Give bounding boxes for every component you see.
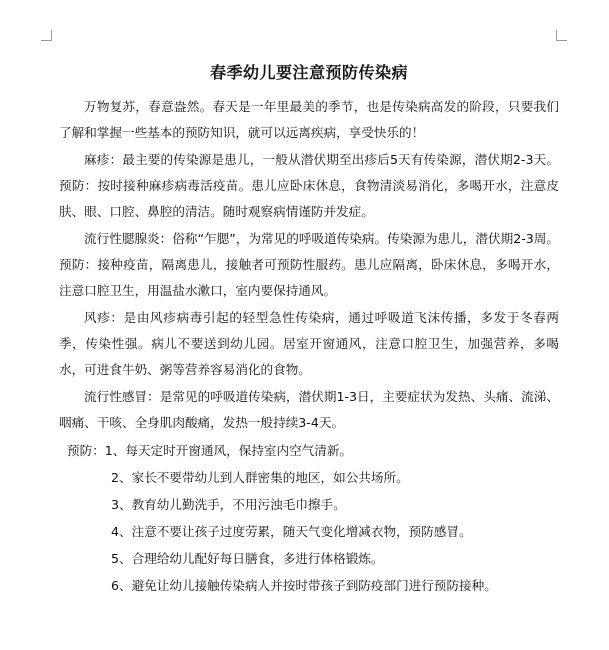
paragraph-intro: 万物复苏，春意盎然。春天是一年里最美的季节，也是传染病高发的阶段，只要我们了解和掌握一些基本的预防知识，就可以远离疾病，享受快乐的！ [59,99,559,140]
prevention-item: 1、每天定时开窗通风，保持室内空气清新。 [104,443,353,458]
paragraph-measles: 麻疹：最主要的传染源是患儿，一般从潜伏期至出疹后5天有传染源，潜伏期2-3天。预防：按时接种麻疹病毒活疫苗。患儿应卧床休息，食物清淡易消化，多喝开水，注意皮肤、眼、口腔、鼻腔的清洁。随时观察病情谨防并发症。 [59,152,559,219]
prevention-item: 6、避免让幼儿接触传染病人并按时带孩子到防疫部门进行预防接种。 [111,578,497,593]
document-body [59,60,559,599]
prevention-item: 3、教育幼儿勤洗手，不用污浊毛巾擦手。 [111,497,346,512]
paragraph-influenza: 流行性感冒：是常见的呼吸道传染病，潜伏期1-3日，主要症状为发热、头痛、流涕、咽痛、干咳、全身肌肉酸痛，发热一般持续3-4天。 [59,389,559,430]
paragraph-rubella: 风疹：是由风疹病毒引起的轻型急性传染病，通过呼吸道飞沫传播，多发于冬春两季，传染性强。病儿不要送到幼儿园。居室开窗通风，注意口腔卫生，加强营养，多喝水，可进食牛奶、粥等营养容易消化的食物。 [59,310,559,377]
paragraph-mumps: 流行性腮腺炎：俗称“乍腮”，为常见的呼吸道传染病。传染源为患儿，潜伏期2-3周。预防：接种疫苗，隔离患儿，接触者可预防性服药。患儿应隔离，卧床休息，多喝开水，注意口腔卫生，用温盐水漱口，室内要保持通风。 [59,231,559,298]
crop-mark-top-left [41,30,52,41]
prevention-item: 4、注意不要让孩子过度劳累，随天气变化增减衣物，预防感冒。 [111,524,472,539]
document-title: 春季幼儿要注意预防传染病 [209,63,408,82]
prevention-item: 5、合理给幼儿配好每日膳食，多进行体格锻炼。 [111,551,384,566]
prevention-label: 预防： [67,443,105,458]
crop-mark-top-right [556,30,567,41]
prevention-item: 2、家长不要带幼儿到人群密集的地区，如公共场所。 [111,470,409,485]
prevention-first-line [59,437,559,464]
